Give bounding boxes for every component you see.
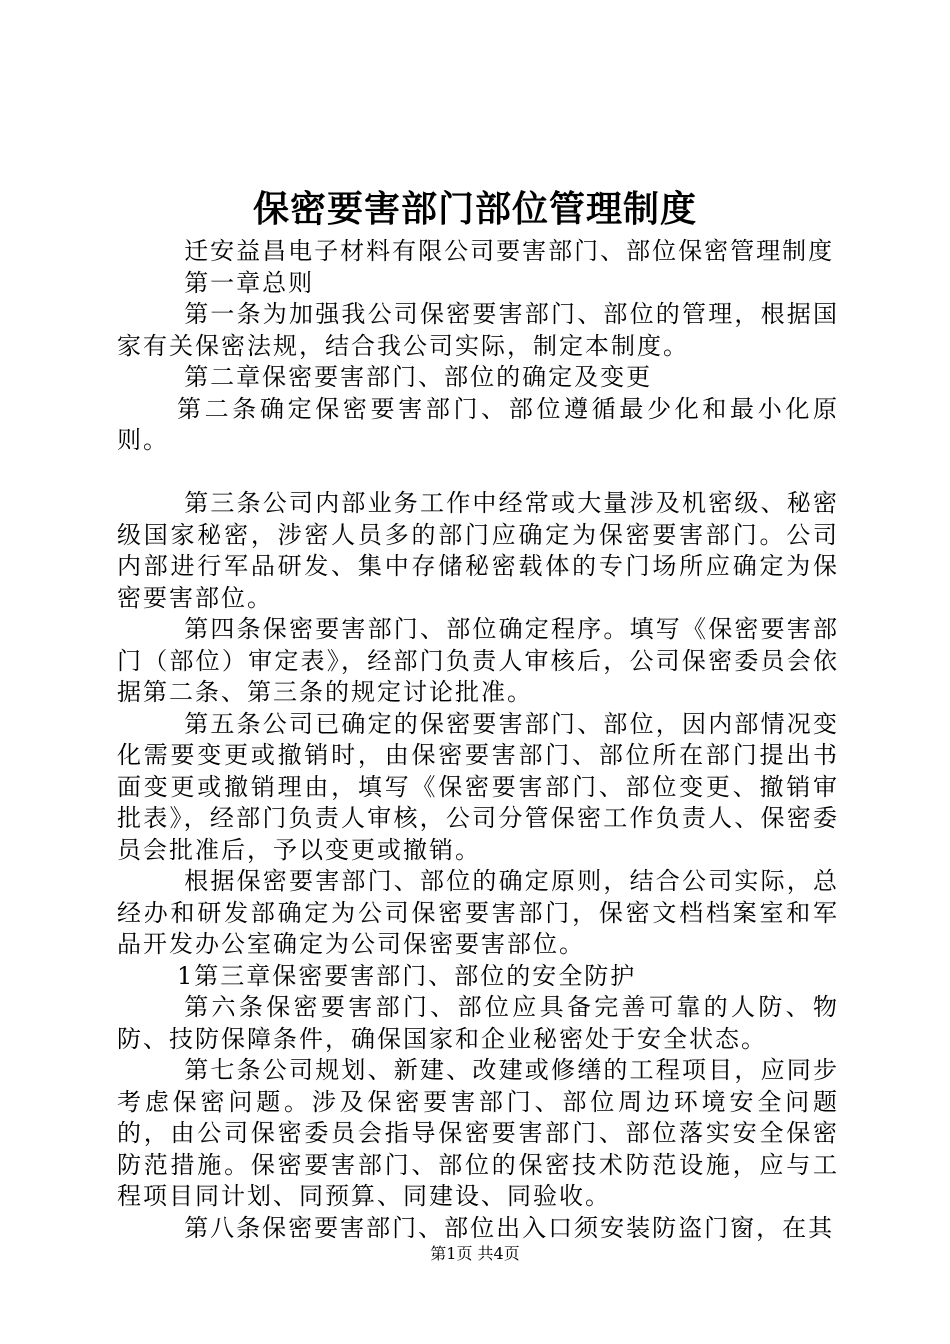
- page-number-footer: 第1页 共4页: [430, 1244, 520, 1263]
- article-paragraph: 第一条为加强我公司保密要害部门、部位的管理，根据国家有关保密法规，结合我公司实际，制定本制度。: [117, 300, 839, 360]
- document-title: 保密要害部门部位管理制度: [252, 188, 697, 230]
- company-heading: 迁安益昌电子材料有限公司要害部门、部位保密管理制度: [184, 237, 835, 265]
- article-paragraph: 第四条保密要害部门、部位确定程序。填写《保密要害部门（部位）审定表》，经部门负责人审核后，公司保密委员会依据第二条、第三条的规定讨论批准。: [117, 615, 839, 706]
- article-paragraph: 第五条公司已确定的保密要害部门、部位，因内部情况变化需要变更或撤销时，由保密要害部门、部位所在部门提出书面变更或撤销理由，填写《保密要害部门、部位变更、撤销审批表》，经部门负责人审核，公司分管保密工作负责人、保密委员会批准后，予以变更或撤销。: [117, 709, 839, 864]
- chapter-heading: 第二章保密要害部门、部位的确定及变更: [184, 363, 653, 391]
- article-paragraph: 第二条确定保密要害部门、部位遵循最少化和最小化原则。: [117, 394, 839, 454]
- article-paragraph: 第六条保密要害部门、部位应具备完善可靠的人防、物防、技防保障条件，确保国家和企业秘密处于安全状态。: [117, 993, 839, 1053]
- article-paragraph: 第八条保密要害部门、部位出入口须安装防盗门窗，在其: [184, 1213, 835, 1242]
- chapter-heading: 1第三章保密要害部门、部位的安全防护: [177, 961, 637, 990]
- document-body: [117, 236, 839, 1244]
- article-paragraph: 第三条公司内部业务工作中经常或大量涉及机密级、秘密级国家秘密，涉密人员多的部门应确定为保密要害部门。公司内部进行军品研发、集中存储秘密载体的专门场所应确定为保密要害部位。: [117, 489, 839, 612]
- article-paragraph: 第七条公司规划、新建、改建或修缮的工程项目，应同步考虑保密问题。涉及保密要害部门、部位周边环境安全问题的，由公司保密委员会指导保密要害部门、部位落实安全保密防范措施。保密要害部门、部位的保密技术防范设施，应与工程项目同计划、同预算、同建设、同验收。: [117, 1056, 839, 1210]
- blank-line: [117, 457, 839, 489]
- chapter-heading: 第一章总则: [184, 268, 315, 297]
- article-paragraph: 根据保密要害部门、部位的确定原则，结合公司实际，总经办和研发部确定为公司保密要害部门，保密文档档案室和军品开发办公室确定为公司保密要害部位。: [117, 867, 839, 958]
